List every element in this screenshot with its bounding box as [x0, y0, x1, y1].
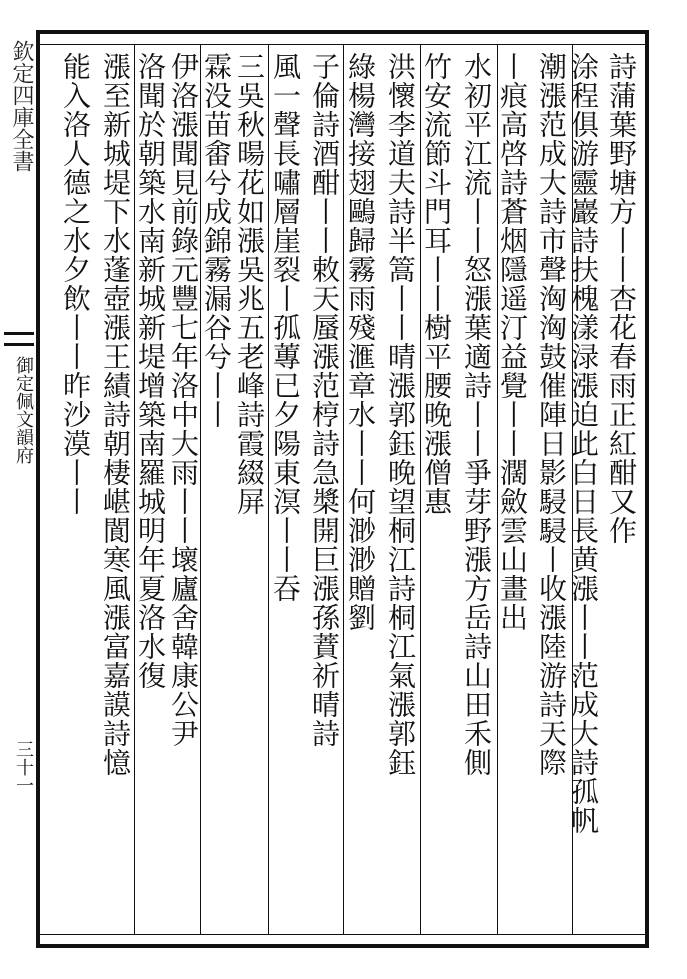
text-column: 風一聲長嘯層崖裂丨孤蓴已夕陽東溟丨丨吞: [269, 52, 302, 603]
text-column: 詩蒲葉野塘方丨丨杏花春雨正紅酣又作: [605, 52, 638, 545]
text-column: 三吳秋暘花如漲吳兆五老峰詩霞綴屏: [233, 52, 266, 516]
page-number: 三十一: [13, 740, 34, 794]
text-column: 能入洛人德之水夕飲丨丨昨沙漠丨丨: [59, 52, 92, 516]
page-margin: [4, 40, 34, 940]
text-column: 丨痕高啓詩蒼烟隱遥汀益覺丨丨濶斂雲山畫出: [496, 52, 529, 632]
text-column: 水初平江流丨丨怒漲葉適詩丨丨爭芽野漲方岳詩山田禾側: [460, 52, 493, 777]
text-column: 漲至新城堤下水蓬壺漲王績詩朝棲嵁閬寒風漲富嘉謨詩憶: [99, 52, 132, 777]
text-column: 伊洛漲聞見前錄元豐七年洛中大雨丨丨壞廬舍韓康公尹: [167, 52, 200, 748]
text-column: 洪懷李道夫詩半篙丨丨晴漲郭鈺晚望桐江詩桐江氣漲郭鈺: [384, 52, 417, 777]
fold-mark: [4, 332, 34, 346]
text-column: 潮漲范成大詩市聲洶洶鼓催陣日影駸駸丨收漲陸游詩天際: [535, 52, 568, 777]
text-column: 綠楊灣接翅鷗歸霧雨殘滙章水丨丨何渺渺贈劉: [344, 52, 377, 632]
text-column: 洛聞於朝築水南新城新堤增築南羅城明年夏洛水復: [134, 52, 167, 690]
text-column: 子倫詩酒酣丨丨敕天蜃漲范梈詩急槳開巨漲孫蕡祈晴詩: [308, 52, 341, 748]
text-column: 竹安流節斗門耳丨丨樹平腰晚漲僧惠: [420, 52, 453, 516]
margin-header: 欽定四庫全書: [9, 40, 34, 172]
text-column: 涂程俱游靈巖詩扶槐漾渌漲迫此白日長黄漲丨丨范成大詩孤帆: [567, 52, 600, 835]
text-column: 霖没苗畬兮成錦霧漏谷兮丨丨: [200, 52, 233, 429]
book-title: 御定佩文韻府: [13, 356, 34, 464]
frame-inner-bottom-rule: [36, 934, 649, 935]
